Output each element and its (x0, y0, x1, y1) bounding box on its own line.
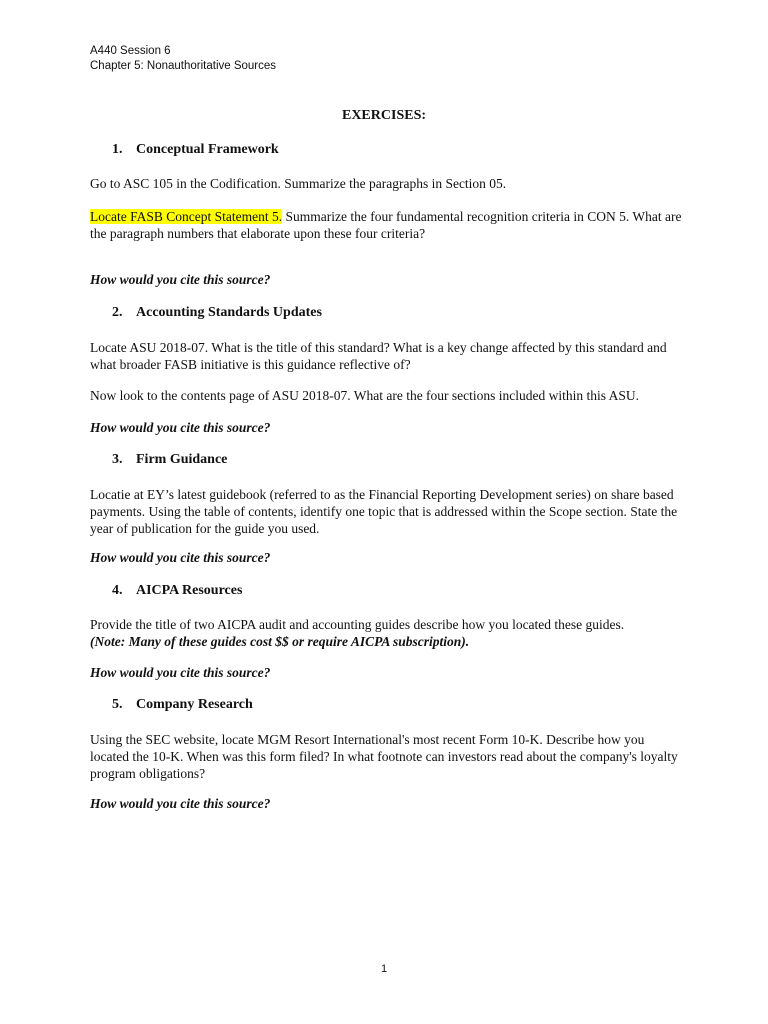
section-3-number: 3. (112, 452, 123, 467)
page-header (90, 44, 276, 74)
section-1-title: Conceptual Framework (136, 142, 279, 157)
section-2-cite-prompt: How would you cite this source? (90, 420, 271, 435)
section-3-cite-prompt: How would you cite this source? (90, 550, 271, 565)
section-3-paragraph-1: Locatie at EY’s latest guidebook (referred to as the Financial Reporting Development series) on share based payments. Using the table of contents, identify one topic that is addressed within the Scope section. State the year of publication for the guide you used. (90, 487, 678, 536)
section-5-paragraph-1: Using the SEC website, locate MGM Resort International's most recent Form 10-K. Describe how you located the 10-K. When was this form filed? In what footnote can investors read about the company's loyalty program obligations? (90, 732, 678, 781)
section-2-paragraph-2: Now look to the contents page of ASU 2018-07. What are the four sections included within this ASU. (90, 388, 640, 403)
section-1-paragraph-1: Go to ASC 105 in the Codification. Summarize the paragraphs in Section 05. (90, 176, 507, 191)
page-number: 1 (380, 963, 388, 975)
section-3-heading (112, 452, 227, 468)
section-4-text: Provide the title of two AICPA audit and accounting guides describe how you located these guides. (90, 617, 625, 632)
highlighted-text: Locate FASB Concept Statement 5. (90, 209, 283, 224)
section-1-paragraph-2-rest: Summarize the four fundamental recognition criteria in CON 5. What are the paragraph numbers that elaborate upon these four criteria? (90, 209, 682, 241)
section-2-title: Accounting Standards Updates (136, 305, 322, 320)
section-4-cite-prompt: How would you cite this source? (90, 665, 271, 680)
section-4-note: (Note: Many of these guides cost $$ or require AICPA subscription). (90, 634, 470, 649)
section-1-number: 1. (112, 142, 123, 157)
section-2-heading (112, 305, 322, 321)
section-5-number: 5. (112, 697, 123, 712)
section-3-title: Firm Guidance (136, 452, 228, 467)
section-2-number: 2. (112, 305, 123, 320)
section-2-paragraph-1: Locate ASU 2018-07. What is the title of this standard? What is a key change affected by this standard and what broader FASB initiative is this guidance reflective of? (90, 340, 667, 372)
section-5-title: Company Research (136, 697, 253, 712)
section-1-heading (112, 142, 279, 158)
chapter-title: Chapter 5: Nonauthoritative Sources (90, 60, 277, 72)
section-4-paragraph-1 (90, 616, 682, 650)
exercises-title: EXERCISES: (341, 108, 427, 123)
course-session: A440 Session 6 (90, 45, 171, 57)
section-5-cite-prompt: How would you cite this source? (90, 796, 271, 811)
section-5-heading (112, 697, 253, 713)
section-4-number: 4. (112, 583, 123, 598)
section-4-heading (112, 583, 242, 599)
section-4-title: AICPA Resources (136, 583, 243, 598)
section-1-cite-prompt: How would you cite this source? (90, 272, 271, 287)
section-1-paragraph-2 (90, 208, 682, 242)
